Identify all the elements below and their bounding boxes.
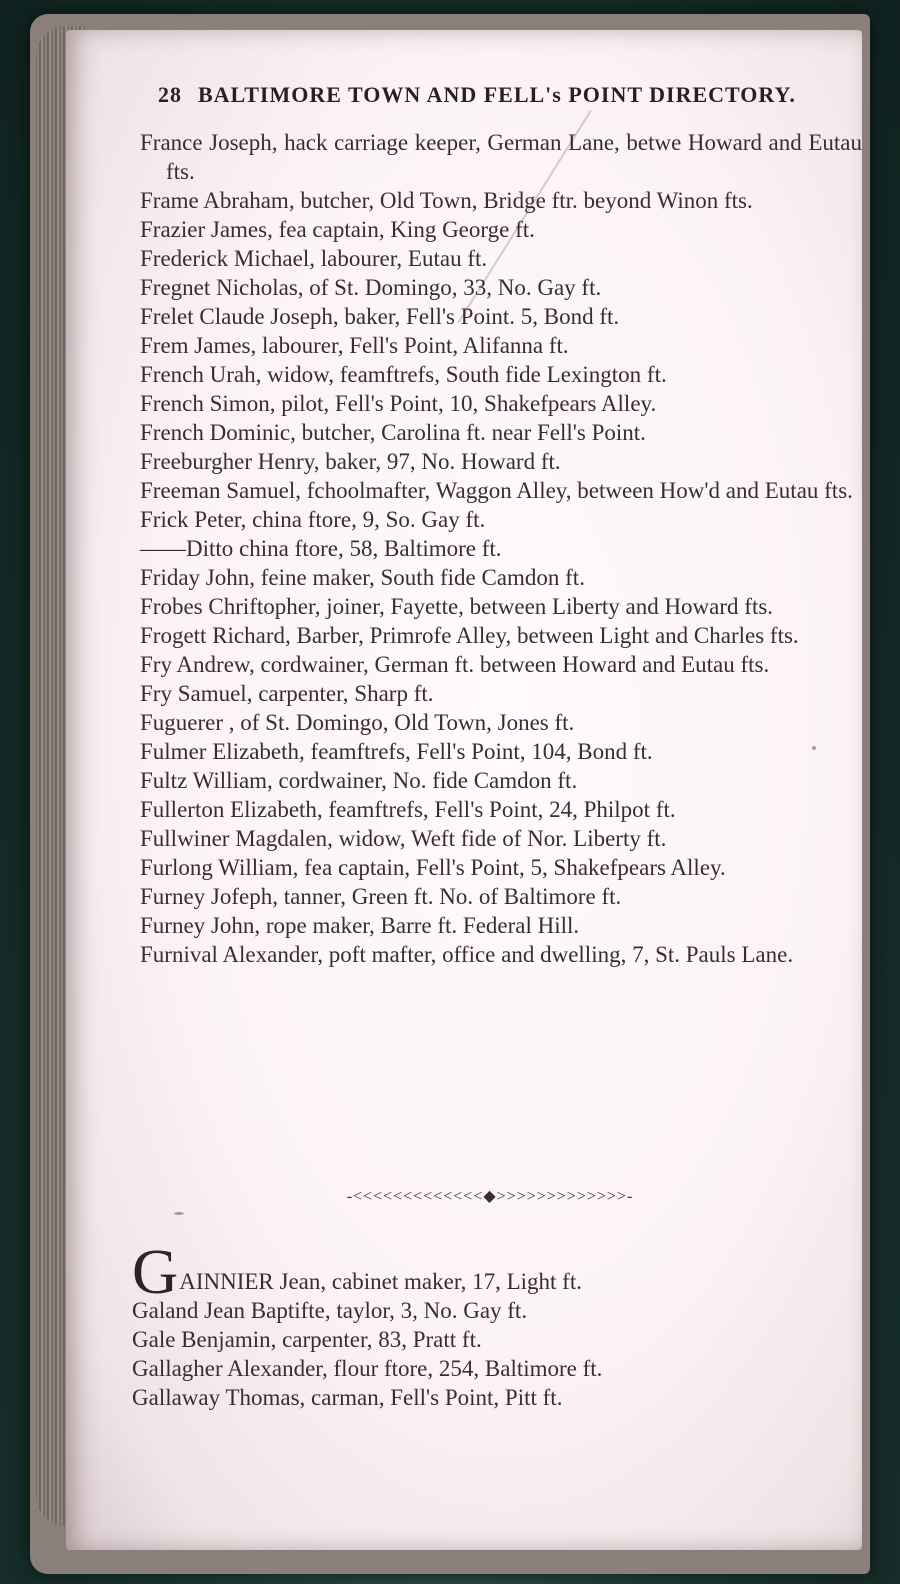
directory-entry: ——Ditto china ftore, 58, Baltimore ft. [140, 536, 502, 561]
directory-entry: Freeburgher Henry, baker, 97, No. Howard ft. [140, 449, 561, 474]
directory-entry: Fregnet Nicholas, of St. Domingo, 33, No. Gay ft. [140, 275, 602, 300]
directory-entry: Freeman Samuel, fchoolmafter, Waggon Alley, between How'd and Eutau fts. [140, 478, 853, 503]
directory-entry-text: AINNIER Jean, cabinet maker, 17, Light ft. [179, 1269, 582, 1294]
directory-entry: Frem James, labourer, Fell's Point, Alifanna ft. [140, 333, 569, 358]
directory-entry: Galand Jean Baptifte, taylor, 3, No. Gay ft. [132, 1298, 528, 1323]
directory-entry: Furnival Alexander, poft mafter, office and dwelling, 7, St. Pauls Lane. [140, 942, 794, 967]
directory-entry: Fuguerer , of St. Domingo, Old Town, Jones ft. [140, 710, 575, 735]
directory-entry: Frobes Chriftopher, joiner, Fayette, between Liberty and Howard fts. [140, 594, 774, 619]
directory-entry: Gale Benjamin, carpenter, 83, Pratt ft. [132, 1327, 482, 1352]
directory-entry: Furlong William, fea captain, Fell's Point, 5, Shakefpears Alley. [140, 855, 726, 880]
directory-entry: French Dominic, butcher, Carolina ft. near Fell's Point. [140, 420, 646, 445]
directory-entry: Frazier James, fea captain, King George ft. [140, 217, 535, 242]
directory-entry: Fullwiner Magdalen, widow, Weft fide of Nor. Liberty ft. [140, 826, 667, 851]
page-title: BALTIMORE TOWN AND FELL's POINT DIRECTORY. [198, 82, 796, 107]
directory-entry: Frelet Claude Joseph, baker, Fell's Point. 5, Bond ft. [140, 304, 620, 329]
directory-entry: Frame Abraham, butcher, Old Town, Bridge ftr. beyond Winon fts. [140, 188, 753, 213]
directory-entry: Fullerton Elizabeth, feamftrefs, Fell's Point, 24, Philpot ft. [140, 797, 676, 822]
directory-entry: Frederick Michael, labourer, Eutau ft. [140, 246, 488, 271]
directory-entry: French Simon, pilot, Fell's Point, 10, Shakefpears Alley. [140, 391, 657, 416]
directory-entry: Frogett Richard, Barber, Primrofe Alley, between Light and Charles fts. [140, 623, 799, 648]
directory-entry: Frick Peter, china ftore, 9, So. Gay ft. [140, 507, 486, 532]
directory-entry: Fry Samuel, carpenter, Sharp ft. [140, 681, 434, 706]
directory-entry: Fry Andrew, cordwainer, German ft. between Howard and Eutau fts. [140, 652, 770, 677]
drop-cap: G [132, 1236, 179, 1307]
directory-entry: Furney John, rope maker, Barre ft. Federal Hill. [140, 913, 580, 938]
directory-entry: France Joseph, hack carriage keeper, German Lane, betwe Howard and Eutau fts. [140, 130, 862, 184]
section-divider-ornament: -<<<<<<<<<<<<<◆>>>>>>>>>>>>>- [346, 1188, 634, 1205]
directory-entry: Fulmer Elizabeth, feamftrefs, Fell's Point, 104, Bond ft. [140, 739, 653, 764]
running-header [158, 82, 848, 112]
directory-entry: Gallaway Thomas, carman, Fell's Point, Pitt ft. [132, 1385, 563, 1410]
directory-entry: Friday John, feine maker, South fide Camdon ft. [140, 565, 585, 590]
directory-entry: Gallagher Alexander, flour ftore, 254, Baltimore ft. [132, 1356, 603, 1381]
page-number: 28 [158, 82, 182, 107]
directory-entry: Furney Jofeph, tanner, Green ft. No. of Baltimore ft. [140, 884, 622, 909]
directory-entry: French Urah, widow, feamftrefs, South fide Lexington ft. [140, 362, 667, 387]
directory-entries [140, 128, 862, 969]
g-section-entries [132, 1236, 852, 1412]
page-speck [174, 1212, 184, 1215]
directory-entry [132, 1236, 852, 1307]
directory-entry: Fultz William, cordwainer, No. fide Camdon ft. [140, 768, 578, 793]
